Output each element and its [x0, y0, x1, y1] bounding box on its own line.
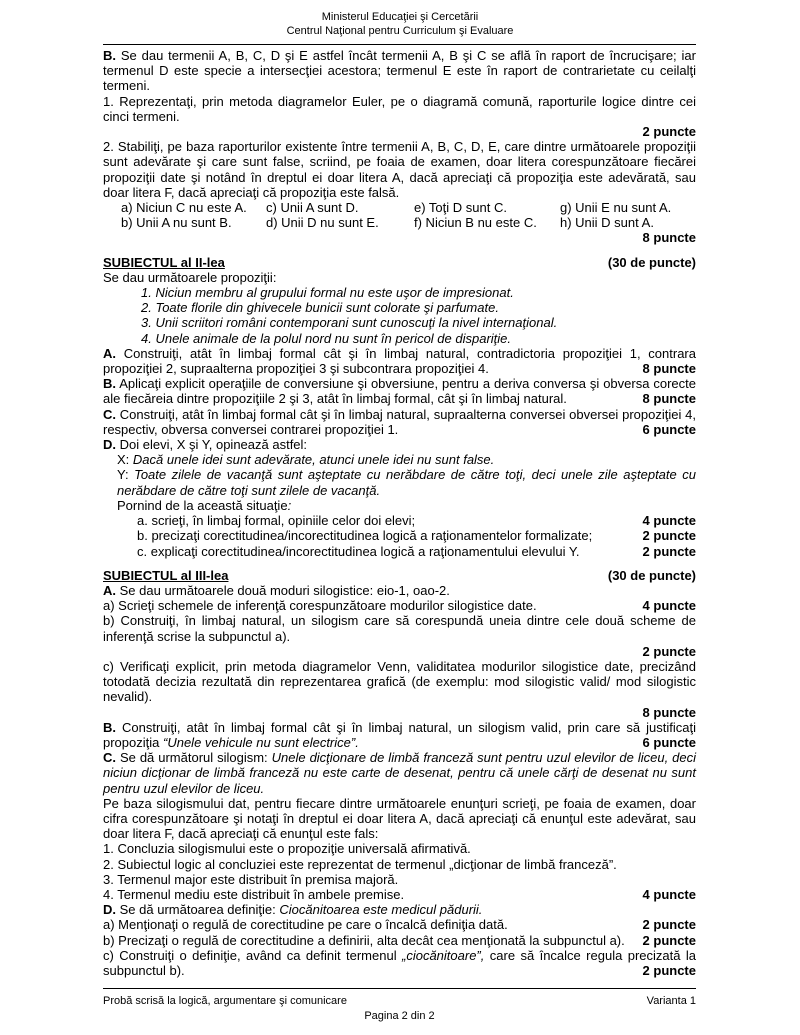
- partB-intro-text: Se dau termenii A, B, C, D şi E astfel încât termenii A, B şi C se află în raport de încrucişare; iar termenul D este specie a intersecţiei acestora; termenul E este în raport de contrarietate cu ceilalţi termeni.: [103, 48, 696, 94]
- footer-exam-name: Probă scrisă la logică, argumentare şi comunicare: [103, 995, 347, 1007]
- subiect3-C-item-1: 1. Concluzia silogismului este o propoziţie universală afirmativă.: [103, 841, 471, 857]
- partB-q1-points: 2 puncte: [642, 124, 696, 140]
- partB-intro: [103, 48, 696, 94]
- subiect2-D-label: D.: [103, 437, 116, 453]
- subiect2-D-item-c: [103, 544, 696, 559]
- subiect3-C: [103, 750, 696, 796]
- student-x-text: Dacă unele idei sunt adevărate, atunci unele idei nu sunt false.: [132, 452, 495, 468]
- option-g: g) Unii E nu sunt A.: [560, 200, 672, 216]
- option-c: c) Unii A sunt D.: [266, 200, 359, 216]
- subiect3-Db-points: 2 puncte: [642, 932, 696, 948]
- student-y-text: Toate zilele de vacanţă sunt aşteptate cu nerăbdare de către toţi, deci unele zile aşteptate cu nerăbdare de către toţi sunt zilele de vacanţă.: [117, 467, 696, 498]
- subiect2-D-lead-text: Pornind de la această situaţie: [117, 497, 288, 513]
- subiect3-D-label: D.: [103, 902, 116, 918]
- subiect3-Da-text: a) Menţionaţi o regulă de corectitudine pe care o încalcă definiţia dată.: [103, 917, 508, 933]
- footer-divider: [103, 988, 696, 989]
- item-text: c. explicaţi corectitudinea/incorectitudinea logică a raţionamentului elevului Y.: [137, 543, 580, 559]
- partB-q1-text: 1. Reprezentaţi, prin metoda diagramelor Euler, pe o diagramă comună, raporturile logice dintre cei cinci termeni.: [103, 93, 696, 124]
- subiect2-title: SUBIECTUL al II-lea: [103, 254, 225, 270]
- option-e: e) Toţi D sunt C.: [414, 200, 507, 216]
- item-text: 4. Termenul mediu este distribuit în ambele premise.: [103, 886, 405, 902]
- subiect3-A: [103, 583, 696, 598]
- partB-q1: [103, 94, 696, 124]
- student-x: [103, 452, 696, 467]
- item-points: 4 puncte: [642, 513, 696, 529]
- student-x-label: X:: [117, 452, 130, 468]
- subiect3-C-item-4: [103, 887, 696, 902]
- subiect3-B-label: B.: [103, 719, 116, 735]
- subiect3-A-label: A.: [103, 582, 116, 598]
- subiect2-B-points: 8 puncte: [642, 391, 696, 407]
- subiect3-Aa: [103, 598, 696, 613]
- option-a: a) Niciun C nu este A.: [121, 200, 247, 216]
- subiect3-Da-points: 2 puncte: [642, 917, 696, 933]
- subiect2-C-points: 6 puncte: [642, 421, 696, 437]
- subiect2-D: [103, 437, 696, 452]
- subiect2-C-text: Construiţi, atât în limbaj formal cât şi în limbaj natural, supraalterna conversei obversei propoziţiei 4, respectiv, obversa conversei contrarei propoziţiei 1.: [103, 406, 696, 437]
- subiect3-C-syllogism: Unele dicţionare de limbă franceză sunt pentru uzul elevilor de liceu, deci niciun dicţionar de limbă franceză nu este carte de desenat, pentru că unele cărţi de desenat nu sunt pentru uzul elevilor de liceu.: [103, 750, 696, 796]
- header-divider: [103, 44, 696, 45]
- footer-page-number: Pagina 2 din 2: [364, 1010, 435, 1022]
- subiect2-C-label: C.: [103, 406, 116, 422]
- item-points: 2 puncte: [642, 528, 696, 544]
- subiect3-D: [103, 902, 696, 917]
- subiect3-A-text: Se dau următoarele două moduri silogistice: eio-1, oao-2.: [119, 582, 450, 598]
- subiect2-B: [103, 376, 696, 406]
- subiect3-Da: [103, 917, 696, 932]
- subiect2-D-text: Doi elevi, X şi Y, opinează astfel:: [119, 437, 308, 453]
- subiect3-Dc: [103, 948, 696, 978]
- header-center: Centrul Naţional pentru Curriculum şi Evaluare: [286, 25, 514, 37]
- subiect3-Db-text: b) Precizaţi o regulă de corectitudine a definirii, alta decât cea menţionată la subpunctul a).: [103, 932, 625, 948]
- option-b: b) Unii A nu sunt B.: [121, 215, 232, 231]
- partB-q2-points: 8 puncte: [642, 230, 696, 246]
- subiect2-B-label: B.: [103, 376, 116, 392]
- subiect3-C-text: Se dă următorul silogism:: [119, 750, 268, 766]
- subiect2-D-lead-colon: :: [287, 497, 292, 513]
- subiect3-Ab: b) Construiţi, în limbaj natural, un silogism care să corespundă uneia dintre cele două scheme de inferenţă scrise la subpunctul a).: [103, 613, 696, 644]
- subiect3-C-item-2: 2. Subiectul logic al concluziei este reprezentat de termenul „dicţionar de limbă franceză”.: [103, 856, 617, 872]
- subiect2-A-text: Construiţi, atât în limbaj formal cât şi în limbaj natural, contradictoria propoziţiei 1, contrara propoziţiei 2, supraalterna propoziţiei 3 şi subcontrara propoziţiei 4.: [103, 345, 696, 377]
- subiect3-Ac-points: 8 puncte: [642, 704, 696, 720]
- subiect3-Dc-text2: care să încalce regula precizată la subpunctul b).: [103, 947, 696, 978]
- subiect3-B-points: 6 puncte: [642, 734, 696, 750]
- subiect2-prop-3: 3. Unii scriitori români contemporani sunt cunoscuţi la nivel internaţional.: [141, 315, 558, 331]
- option-f: f) Niciun B nu este C.: [414, 215, 537, 231]
- subiect2-A-points: 8 puncte: [642, 361, 696, 377]
- subiect3-Aa-text: a) Scrieţi schemele de inferenţă corespunzătoare modurilor silogistice date.: [103, 598, 537, 614]
- subiect2-prop-1: 1. Niciun membru al grupului formal nu este uşor de impresionat.: [141, 285, 514, 301]
- subiect3-C-item-3: 3. Termenul major este distribuit în premisa majoră.: [103, 871, 399, 887]
- subiect3-points: (30 de puncte): [607, 567, 696, 583]
- subiect3-C-label: C.: [103, 750, 116, 766]
- subiect3-Ab-points: 2 puncte: [642, 643, 696, 659]
- subiect2-points: (30 de puncte): [607, 254, 696, 270]
- subiect3-Dc-term: „ciocănitoare”,: [402, 947, 485, 963]
- subiect3-B-quote: “Unele vehicule nu sunt electrice”.: [163, 734, 359, 750]
- subiect2-D-item-a: [103, 513, 696, 528]
- subiect3-B: [103, 720, 696, 750]
- header-ministry: Ministerul Educaţiei şi Cercetării: [321, 11, 479, 23]
- subiect3-heading: [103, 568, 696, 583]
- subiect2-C: [103, 407, 696, 437]
- subiect2-heading: [103, 255, 696, 270]
- subiect2-A: [103, 346, 696, 376]
- subiect3-title: SUBIECTUL al III-lea: [103, 567, 229, 583]
- item-text: a. scrieţi, în limbaj formal, opiniile celor doi elevi;: [137, 513, 416, 529]
- footer-variant: Varianta 1: [646, 995, 696, 1007]
- option-d: d) Unii D nu sunt E.: [266, 215, 379, 231]
- subiect3-Dc-points: 2 puncte: [642, 962, 696, 978]
- student-y-label: Y:: [117, 467, 129, 483]
- subiect3-Ac: c) Verificaţi explicit, prin metoda diagramelor Venn, validitatea modurilor silogistice date, precizând totodată decizia rezultată din reprezentarea grafică (de exemplu: mod silogistic valid/ mod silogistic nevalid).: [103, 658, 696, 705]
- subiect2-prop-2: 2. Toate florile din ghivecele bunicii sunt colorate şi parfumate.: [141, 300, 499, 316]
- partB-q2: 2. Stabiliţi, pe baza raporturilor existente între termenii A, B, C, D, E, care dintre următoarele propoziţii sunt adevărate şi care sunt false, scriind, pe foaia de examen, doar litera corespunzătoare fiecărei propoziţii date şi notând în dreptul ei doar litera A, dacă apreciaţi că propoziţia este adevărată, sau doar litera F, dacă apreciaţi că propoziţia este falsă.: [103, 139, 696, 200]
- subiect3-Aa-points: 4 puncte: [642, 598, 696, 614]
- subiect2-intro: Se dau următoarele propoziţii:: [103, 269, 277, 285]
- student-y: [103, 467, 696, 497]
- page-header: [0, 10, 800, 38]
- subiect3-C-points: 4 puncte: [642, 886, 696, 902]
- item-points: 2 puncte: [642, 543, 696, 559]
- exam-content: [103, 48, 696, 978]
- subiect3-D-text: Se dă următoarea definiţie:: [119, 902, 276, 918]
- subiect2-prop-4: 4. Unele animale de la polul nord nu sunt în pericol de dispariţie.: [141, 330, 512, 346]
- subiect3-Dc-text1: c) Construiţi o definiţie, având ca definit termenul: [103, 947, 397, 963]
- partB-label: B.: [103, 48, 116, 63]
- subiect2-A-label: A.: [103, 345, 116, 361]
- subiect3-Db: [103, 933, 696, 948]
- subiect3-D-definition: Ciocănitoarea este medicul pădurii.: [279, 902, 483, 918]
- partB-options: [103, 200, 696, 230]
- item-text: b. precizaţi corectitudinea/incorectitudinea logică a raţionamentelor formalizate;: [137, 528, 593, 544]
- subiect2-B-text: Aplicaţi explicit operaţiile de conversiune şi obversiune, pentru a deriva conversa şi obversa corecte ale fiecăreia dintre propoziţiile 2 şi 3, atât în limbaj formal, cât şi în limbaj natural.: [103, 376, 696, 407]
- option-h: h) Unii D sunt A.: [560, 215, 654, 231]
- subiect3-B-text: Construiţi, atât în limbaj formal cât şi în limbaj natural, un silogism valid, prin care să justificaţi propoziţia: [103, 719, 696, 750]
- subiect3-C-instructions: Pe baza silogismului dat, pentru fiecare dintre următoarele enunţuri scrieţi, pe foaia de examen, doar cifra corespunzătoare şi notaţi în dreptul ei doar litera A, dacă apreciaţi că enunţul este adevărat, sau doar litera F, dacă apreciaţi că enunţul este fals:: [103, 795, 696, 842]
- subiect2-D-lead: [103, 498, 696, 513]
- subiect2-D-item-b: [103, 528, 696, 543]
